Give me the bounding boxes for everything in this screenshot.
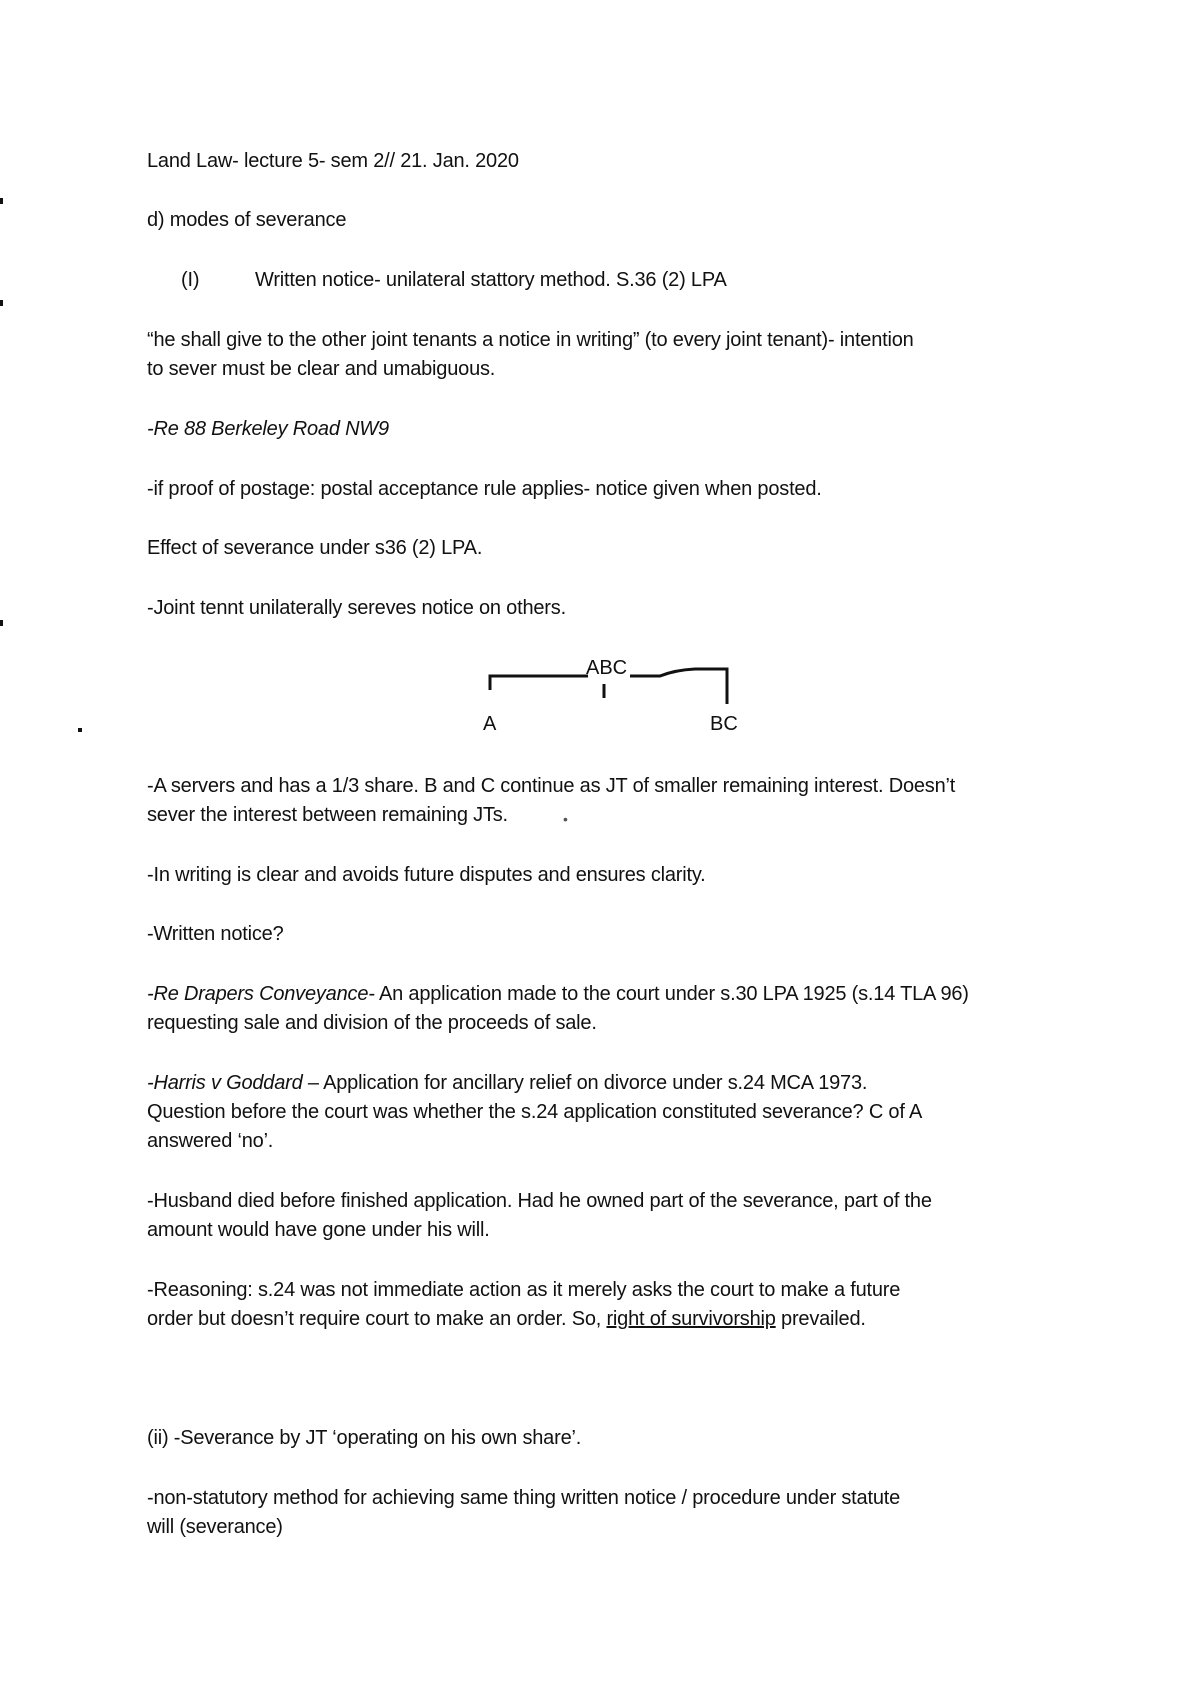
harris-text: – Application for ancillary relief on divorce under s.24 MCA 1973. (302, 1072, 868, 1094)
item-ii-heading: (ii) -Severance by JT ‘operating on his own share’. (147, 1427, 582, 1449)
a-servers-line-2: sever the interest between remaining JTs. (147, 804, 508, 826)
harris-line-1 (147, 1068, 1077, 1098)
inline-dot: • (563, 811, 568, 827)
husband-line-2: amount would have gone under his will. (147, 1219, 490, 1241)
document-title: Land Law- lecture 5- sem 2// 21. Jan. 2020 (147, 150, 519, 172)
reasoning-line-2 (147, 1304, 1077, 1334)
heading-modes-of-severance: d) modes of severance (147, 209, 347, 231)
severance-diagram (470, 648, 750, 748)
in-writing-line: -In writing is clear and avoids future disputes and ensures clarity. (147, 864, 706, 886)
case-berkeley-road: -Re 88 Berkeley Road NW9 (147, 418, 389, 440)
harris-line-3: answered ‘no’. (147, 1130, 274, 1152)
reasoning-text-a: order but doesn’t require court to make an order. So, (147, 1308, 607, 1330)
reasoning-line-1: -Reasoning: s.24 was not immediate action as it merely asks the court to make a future (147, 1279, 901, 1301)
case-harris-v-goddard: -Harris v Goddard (147, 1072, 303, 1094)
harris-line-2: Question before the court was whether the s.24 application constituted severance? C of A (147, 1101, 923, 1123)
drapers-line-2: requesting sale and division of the proceeds of sale. (147, 1012, 597, 1034)
quote-line-1: “he shall give to the other joint tenants a notice in writing” (to every joint tenant)- intention (147, 329, 914, 351)
quote-line-2: to sever must be clear and umabiguous. (147, 358, 496, 380)
non-statutory-line-1: -non-statutory method for achieving same thing written notice / procedure under statute (147, 1487, 901, 1509)
drapers-line-1 (147, 979, 1077, 1009)
item-i-number: (I) (181, 269, 200, 291)
item-i-text: Written notice- unilateral stattory method. S.36 (2) LPA (255, 269, 727, 291)
postage-rule: -if proof of postage: postal acceptance rule applies- notice given when posted. (147, 478, 822, 500)
margin-mark (0, 300, 3, 306)
non-statutory-line-2: will (severance) (147, 1516, 283, 1538)
effect-of-severance: Effect of severance under s36 (2) LPA. (147, 537, 483, 559)
diagram-top-label: ABC (586, 657, 628, 679)
a-servers-line-1: -A servers and has a 1/3 share. B and C continue as JT of smaller remaining interest. Doesn’t (147, 775, 956, 797)
reasoning-text-b: prevailed. (775, 1308, 866, 1330)
diagram-left-label: A (483, 713, 497, 735)
written-notice-question: -Written notice? (147, 923, 284, 945)
right-of-survivorship: right of survivorship (606, 1308, 776, 1330)
joint-tennt-line: -Joint tennt unilaterally sereves notice on others. (147, 597, 566, 619)
margin-mark (0, 198, 3, 204)
diagram-right-label: BC (710, 713, 738, 735)
margin-mark (0, 620, 3, 626)
margin-mark (78, 728, 82, 732)
drapers-text: An application made to the court under s.30 LPA 1925 (s.14 TLA 96) (374, 983, 969, 1005)
husband-line-1: -Husband died before finished application. Had he owned part of the severance, part of the (147, 1190, 932, 1212)
diagram-right-bracket (630, 669, 727, 704)
diagram-left-bracket (490, 676, 588, 690)
case-drapers-conveyance: -Re Drapers Conveyance- (147, 983, 375, 1005)
